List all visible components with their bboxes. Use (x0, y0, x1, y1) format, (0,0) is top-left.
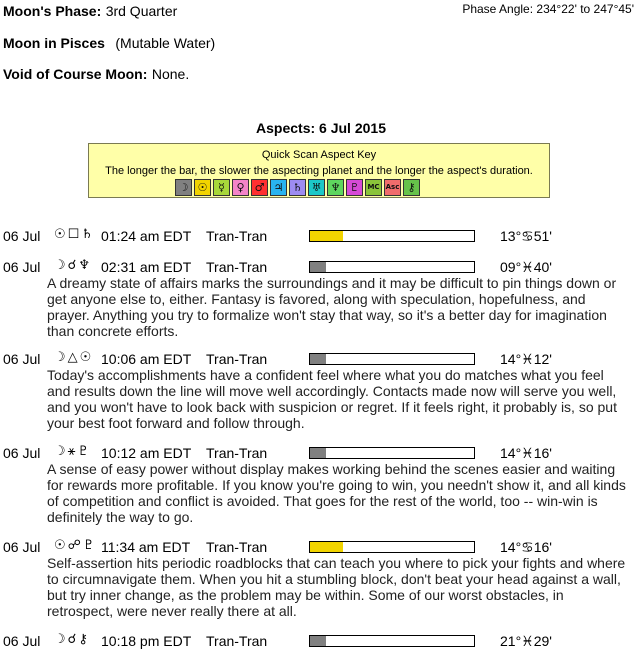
aspect-date: 06 Jul (3, 351, 41, 367)
sun-swatch-icon: ☉ (194, 179, 211, 196)
description-line: get anyone else to, either. Fantasy is favored, along with speculation, hopefulness, and (47, 291, 586, 307)
aspect-type: Tran-Tran (206, 351, 268, 367)
aspect-time: 01:24 am EDT (101, 228, 192, 244)
description-line: to circumnavigate them. When you hit a stumbling block, don't beat your head against a wall, (47, 571, 621, 587)
jupiter-swatch-icon: ♃ (270, 179, 287, 196)
phase-angle-label: Phase Angle: (462, 2, 534, 16)
venus-swatch-icon: ♀ (232, 179, 249, 196)
aspects-title: Aspects: 6 Jul 2015 (256, 120, 386, 136)
description-line: but try inner change, as the problem may be within. Some of our worst obstacles, in (47, 587, 564, 603)
aspect-type: Tran-Tran (206, 259, 268, 275)
description-line: retrospect, were never really there at all. (47, 603, 297, 619)
duration-bar (309, 447, 475, 459)
aspect-glyphs: ☽△☉ (54, 350, 94, 365)
aspect-time: 10:12 am EDT (101, 445, 192, 461)
key-title: Quick Scan Aspect Key (261, 149, 377, 161)
aspect-glyphs: ☽☌⚷ (54, 632, 90, 647)
description-line: Today's accomplishments have a confident feel where what you do matches what you feel (47, 367, 604, 383)
duration-bar-fill (310, 636, 326, 646)
pluto-swatch-icon: ♇ (346, 179, 363, 196)
description-line: your best foot forward and follow through. (47, 415, 305, 431)
duration-bar-fill (310, 354, 326, 364)
mercury-swatch-icon: ☿ (213, 179, 230, 196)
aspect-date: 06 Jul (3, 445, 41, 461)
aspect-time: 11:34 am EDT (101, 539, 191, 555)
chiron-swatch-icon: ⚷ (403, 179, 420, 196)
duration-bar-fill (310, 262, 326, 272)
aspect-row (0, 444, 642, 462)
void-of-course-value: None. (151, 66, 190, 82)
moon-phase-line (3, 3, 177, 21)
duration-bar-fill (310, 231, 343, 241)
description-line: and results down the line will move well accordingly. Contacts made now will serve you well, (47, 383, 617, 399)
description-line: definitely the way to go. (47, 509, 194, 525)
aspect-position: 14°♋16' (500, 539, 552, 555)
duration-bar (309, 541, 475, 553)
description-line: prayer. Anything you try to formalize won't stay that way, so it's a better day for imagination (47, 307, 607, 323)
description-line: of competition and conflict is avoided. That goes for the rest of the world, too -- win-win is (47, 493, 598, 509)
duration-bar (309, 353, 475, 365)
aspect-time: 10:06 am EDT (101, 351, 192, 367)
void-of-course-line (3, 66, 189, 84)
aspect-time: 10:18 pm EDT (101, 633, 192, 649)
aspect-description (47, 555, 633, 619)
description-line: A sense of easy power without display makes working behind the scenes easier and waiting (47, 461, 616, 477)
aspect-type: Tran-Tran (206, 445, 268, 461)
moon-phase-label: Moon's Phase: (3, 3, 102, 19)
moon-phase-value: 3rd Quarter (105, 3, 178, 19)
aspect-row (0, 538, 642, 556)
void-of-course-label: Void of Course Moon: (3, 66, 148, 82)
aspect-position: 13°♋51' (500, 228, 552, 244)
quick-scan-key (88, 143, 550, 198)
moon-sign-value: (Mutable Water) (115, 35, 216, 51)
duration-bar (309, 261, 475, 273)
aspect-position: 21°♓29' (500, 633, 552, 649)
phase-angle-value: 234°22' to 247°45' (536, 2, 634, 16)
neptune-swatch-icon: ♆ (327, 179, 344, 196)
midheaven-swatch-icon: MC (365, 179, 382, 196)
aspect-date: 06 Jul (3, 259, 41, 275)
key-swatches (175, 179, 422, 196)
aspect-date: 06 Jul (3, 633, 41, 649)
aspect-position: 09°♓40' (500, 259, 552, 275)
aspect-type: Tran-Tran (206, 633, 268, 649)
aspect-glyphs: ☉☐♄ (54, 227, 95, 242)
duration-bar (309, 230, 475, 242)
saturn-swatch-icon: ♄ (289, 179, 306, 196)
aspect-glyphs: ☽⚹♇ (54, 444, 92, 459)
aspect-row (0, 258, 642, 276)
aspect-row (0, 632, 642, 650)
aspect-date: 06 Jul (3, 228, 41, 244)
description-line: than concrete efforts. (47, 323, 179, 339)
key-note: The longer the bar, the slower the aspecting planet and the longer the aspect's duration. (105, 165, 533, 177)
description-line: for rewards more profitable. If you know you're going to win, you needn't show it, and all kinds (47, 477, 626, 493)
aspect-type: Tran-Tran (206, 539, 268, 555)
aspect-description (47, 275, 633, 339)
aspect-row (0, 350, 642, 368)
aspect-glyphs: ☉☍♇ (54, 538, 97, 553)
description-line: and you won't have to look back with suspicion or regret. If it feels right, it probably is, so put (47, 399, 617, 415)
moon-sign-label: Moon in Pisces (3, 35, 105, 51)
aspect-type: Tran-Tran (206, 228, 268, 244)
aspect-position: 14°♓12' (500, 351, 552, 367)
uranus-swatch-icon: ♅ (308, 179, 325, 196)
mars-swatch-icon: ♂ (251, 179, 268, 196)
aspect-description (47, 367, 633, 431)
aspect-description (47, 461, 633, 525)
duration-bar-fill (310, 448, 326, 458)
description-line: Self-assertion hits periodic roadblocks that can teach you where to pick your fights and where (47, 555, 626, 571)
ascendant-swatch-icon: Asc (384, 179, 401, 196)
duration-bar (309, 635, 475, 647)
aspect-row (0, 227, 642, 245)
aspect-position: 14°♓16' (500, 445, 552, 461)
moon-sign-line (3, 35, 215, 53)
aspect-time: 02:31 am EDT (101, 259, 192, 275)
aspect-date: 06 Jul (3, 539, 41, 555)
aspect-glyphs: ☽☌♆ (54, 258, 93, 273)
moon-swatch-icon: ☽ (175, 179, 192, 196)
description-line: A dreamy state of affairs marks the surroundings and it may be difficult to pin things down or (47, 275, 617, 291)
phase-angle-line (462, 2, 634, 16)
duration-bar-fill (310, 542, 343, 552)
